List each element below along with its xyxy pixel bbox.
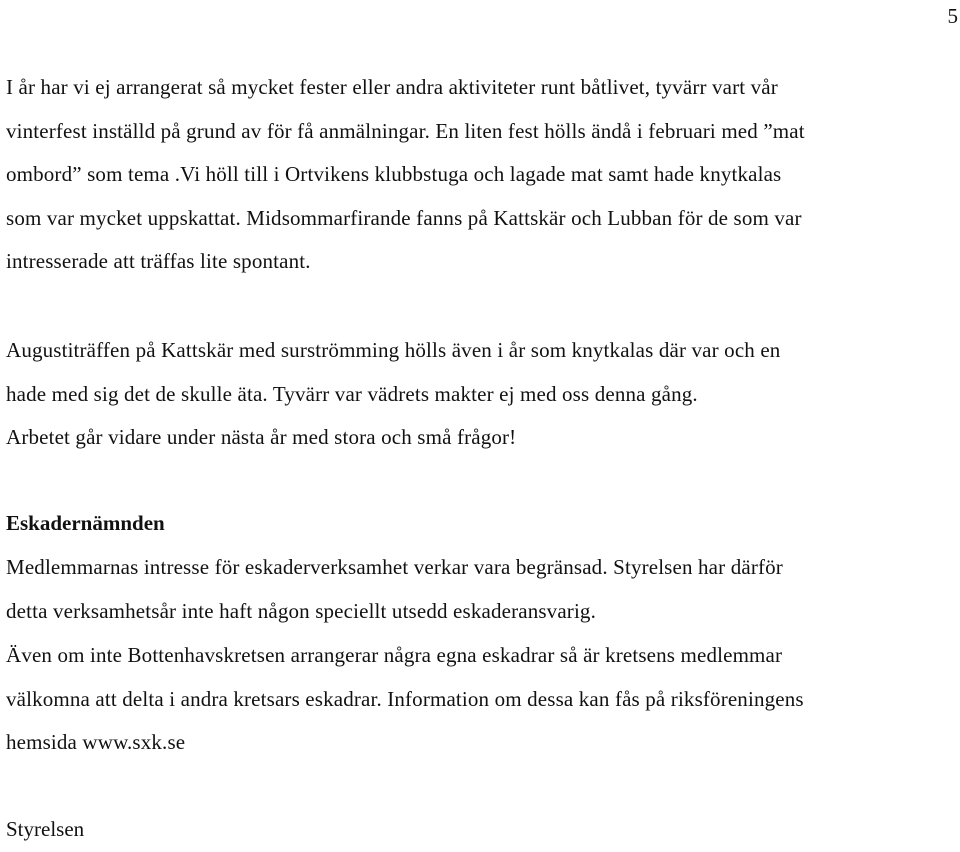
paragraph-events [6, 66, 956, 284]
paragraph-eskader-interest [6, 546, 956, 633]
paragraph-line: hade med sig det de skulle äta. Tyvärr var vädrets makter ej med oss denna gång. [6, 381, 698, 406]
page-number: 5 [947, 4, 958, 28]
paragraph-line: detta verksamhetsår inte haft någon speciellt utsedd eskaderansvarig. [6, 598, 596, 623]
paragraph-line: Arbetet går vidare under nästa år med stora och små frågor! [6, 425, 517, 449]
paragraph-line: intresserade att träffas lite spontant. [6, 249, 311, 273]
paragraph-line: välkomna att delta i andra kretsars eskadrar. Information om dessa kan fås på riksföreningens [6, 686, 804, 711]
paragraph-line: vinterfest inställd på grund av för få anmälningar. En liten fest hölls ändå i februari med ”mat [6, 118, 805, 143]
paragraph-line: hemsida www.sxk.se [6, 730, 186, 754]
paragraph-line: ombord” som tema .Vi höll till i Ortvikens klubbstuga och lagade mat samt hade knytkalas [6, 162, 782, 186]
paragraph-line: Även om inte Bottenhavskretsen arrangerar några egna eskadrar så är kretsens medlemmar [6, 643, 783, 667]
paragraph-line: som var mycket uppskattat. Midsommarfirande fanns på Kattskär och Lubban för de som var [6, 205, 802, 230]
paragraph-august-meeting [6, 329, 956, 460]
paragraph-line: Augustiträffen på Kattskär med surströmming hölls även i år som knytkalas där var och en [6, 338, 781, 362]
paragraph-eskader-other-circuits [6, 634, 956, 765]
section-heading-eskader: Eskadernämnden [6, 511, 165, 535]
paragraph-line: I år har vi ej arrangerat så mycket fester eller andra aktiviteter runt båtlivet, tyvärr vart vår [6, 75, 778, 99]
paragraph-line: Medlemmarnas intresse för eskaderverksamhet verkar vara begränsad. Styrelsen har därför [6, 555, 783, 579]
signature: Styrelsen [6, 817, 85, 841]
